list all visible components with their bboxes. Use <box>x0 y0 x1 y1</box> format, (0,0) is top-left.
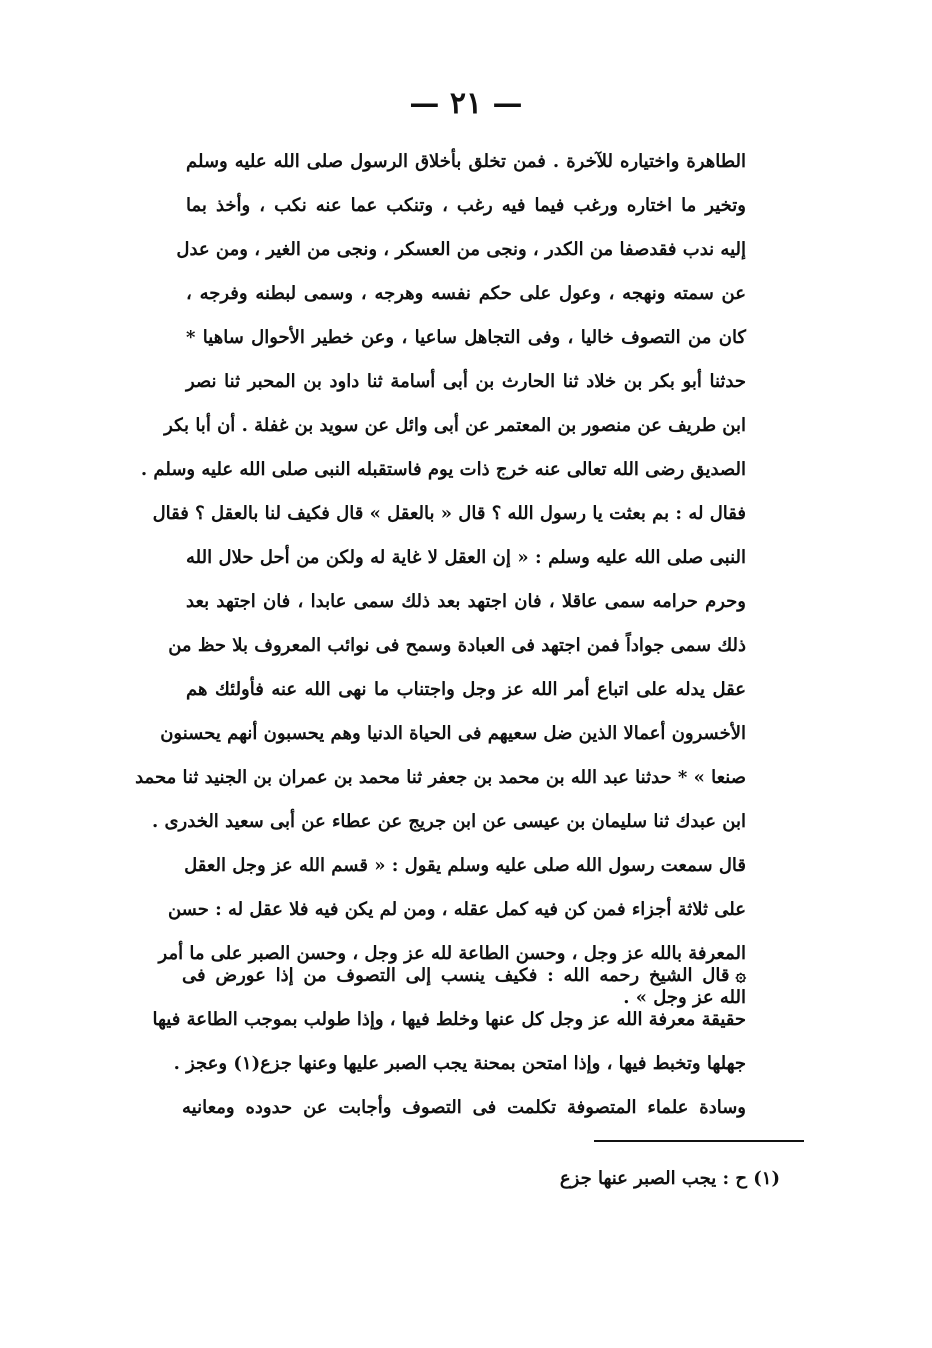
text-line: جهلها وتخبط فيها ، وإذا امتحن بمحنة يجب الصبر عليها وعنها جزع(١) وعجز . <box>173 1053 746 1074</box>
text-line: على ثلاثة أجزاء فمن كن فيه كمل عقله ، ومن لم يكن فيه فلا عقل له : حسن <box>167 899 746 920</box>
text-line: الطاهرة واختياره للآخرة . فمن تخلق بأخلاق الرسول صلى الله عليه وسلم <box>186 151 746 172</box>
text-line: الأخسرون أعمالا الذين ضل سعيهم فى الحياة الدنيا وهم يحسبون أنهم يحسنون <box>160 723 746 744</box>
text-line: عن سمته ونهجه ، وعول على حكم نفسه وهرجه ، وسمى لبطنه وفرجه ، <box>186 283 746 304</box>
text-line: وتخير ما اختاره ورغب فيما فيه رغب ، وتنكب عما عنه نكب ، وأخذ بما <box>186 195 746 216</box>
text-line-with-ornament <box>182 954 746 998</box>
text-line: ذلك سمى جواداً فمن اجتهد فى العبادة وسمح فى نوائب المعروف بلا حظ من <box>168 635 746 656</box>
footnote-divider <box>594 1140 804 1142</box>
page-number: — ٢١ — <box>409 86 523 121</box>
text-line: النبى صلى الله عليه وسلم : « إن العقل لا غاية له ولكن من أحل حلال الله <box>186 547 746 568</box>
text-line: وحرم حرامه سمى عاقلا ، فان اجتهد بعد ذلك سمى عابدا ، فان اجتهد بعد <box>186 591 746 612</box>
second-paragraph <box>152 954 746 1130</box>
text-line: قال سمعت رسول الله صلى عليه وسلم يقول : « قسم الله عز وجل العقل <box>184 855 746 876</box>
text-line: حقيقة معرفة الله عز وجل كل عنها وخلط فيها ، وإذا طولب بموجب الطاعة فيها <box>152 1009 746 1030</box>
text-line: إليه ندب فقدصفا من الكدر ، ونجى من العسكر ، ونجى من الغير ، ومن عدل <box>176 239 746 260</box>
text-line: قال الشيخ رحمه الله : فكيف ينسب إلى التصوف من إذا عورض فى <box>182 965 730 986</box>
text-line: الصديق رضى الله تعالى عنه خرج ذات يوم فاستقبله النبى صلى الله عليه وسلم . <box>140 459 746 480</box>
text-line: عقل يدله على اتباع أمر الله عز وجل واجتناب ما نهى الله عنه فأولئك هم <box>186 679 746 700</box>
text-line: حدثنا أبو بكر بن خلاد ثنا الحارث بن أبى أسامة ثنا داود بن المحبر ثنا نصر <box>186 371 746 392</box>
text-line: وسادة علماء المتصوفة تكلمت فى التصوف وأجابت عن حدوده ومعانيه <box>182 1097 746 1118</box>
footnote: (١) ح : يجب الصبر عنها جزع <box>559 1168 780 1189</box>
ornament-icon: ۞ <box>735 965 746 986</box>
text-line: الله عز وجل » . <box>623 987 746 1008</box>
text-line: ابن طريف عن منصور بن المعتمر عن أبى وائل عن سويد بن غفلة . أن أبا بكر <box>164 415 746 436</box>
text-line: المعرفة بالله عز وجل ، وحسن الطاعة لله عز وجل ، وحسن الصبر على ما أمر <box>158 943 746 964</box>
text-line: ابن عبدك ثنا سليمان بن عيسى عن ابن جريج عن عطاء عن أبى سعيد الخدرى . <box>151 811 746 832</box>
text-line: صنعا » * حدثنا عبد الله بن محمد بن جعفر ثنا محمد بن عمران بن الجنيد ثنا محمد <box>135 767 746 788</box>
text-line: كان من التصوف خاليا ، وفى التجاهل ساعيا ، وعن خطير الأحوال ساهيا * <box>186 327 746 348</box>
text-line: فقال له : بم بعثت يا رسول الله ؟ قال « بالعقل » قال فكيف لنا بالعقل ؟ فقال <box>152 503 746 524</box>
